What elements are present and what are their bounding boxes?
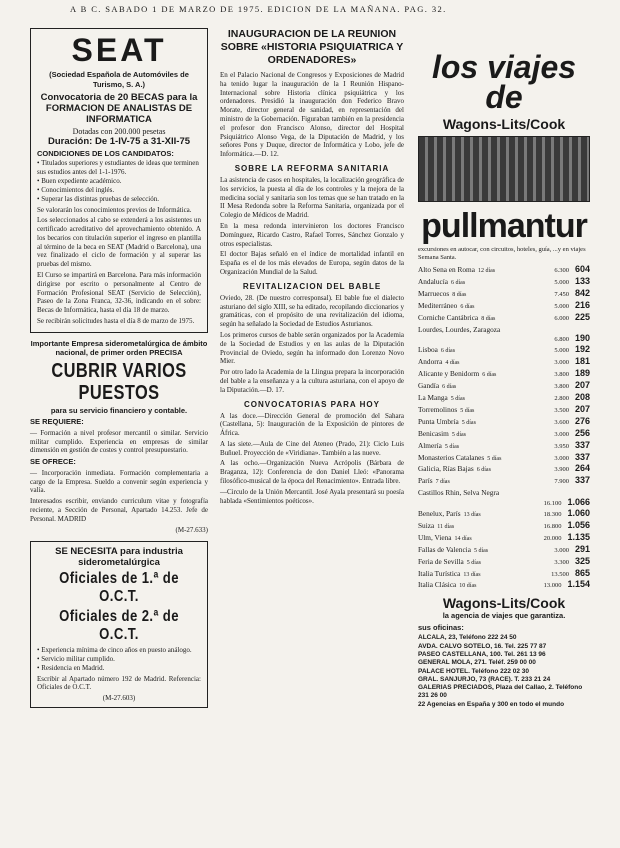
trip-row (418, 313, 590, 325)
trip-number: 865 (574, 567, 590, 578)
ad-cubrir-puestos (30, 339, 208, 535)
pullmantur-logo: pullmantur (421, 207, 587, 245)
trip-price: 3.900 (554, 466, 569, 474)
section-bable: REVITALIZACION DEL BABLE (242, 281, 382, 291)
trip-number: 189 (574, 368, 590, 379)
trip-name: Ulm, Viena (418, 532, 452, 542)
trip-number: 192 (574, 344, 590, 355)
trip-days: 13 días (463, 571, 481, 578)
trip-name: Italia Clásica (418, 580, 457, 590)
trip-days: 6 días (460, 303, 475, 310)
trip-number: 1.154 (567, 579, 590, 590)
section-reforma: SOBRE LA REFORMA SANITARIA (234, 163, 390, 173)
trip-row (418, 393, 590, 405)
trip-row (418, 533, 590, 545)
trip-name: Feria de Sevilla (418, 556, 464, 566)
ad2-req: — Formación a nivel profesor mercantil o similar. Servicio militar cumplido. Experiencia en empresas de similar dimensión en gestión de costes y control presupuestario. (30, 428, 208, 455)
office-address: GENERAL MOLA, 271. Teléf. 259 00 00 (418, 659, 536, 667)
trip-row (418, 521, 590, 533)
trip-days: 8 días (481, 315, 496, 322)
section-convocatorias: CONVOCATORIAS PARA HOY (244, 399, 380, 409)
article-p6: Los primeros cursos de bable serán organizados por la Academia de la Sociedad de Estudios y en las aulas de la Diputación Provincial de Oviedo, según ha informado don Lorenzo Novo Mier. (220, 330, 404, 366)
trip-row (418, 464, 590, 476)
page-header: A B C. SABADO 1 DE MARZO DE 1975. EDICION DE LA MAÑANA. PAG. 32. (70, 4, 447, 14)
wagons-logo-2: Wagons-Lits/Cook (442, 595, 566, 612)
trip-price: 5.000 (554, 278, 569, 286)
trip-row (418, 334, 590, 345)
trip-name: Benicasim (418, 428, 449, 438)
trip-days: 5 días (461, 419, 476, 426)
wagons-logo: Wagons-Lits/Cook (442, 116, 566, 132)
seat-duracion: Duración: De 1-IV-75 a 31-XII-75 (47, 136, 191, 147)
trip-number: 1.066 (567, 497, 590, 508)
trip-row (418, 369, 590, 381)
article-p5: Oviedo, 28. (De nuestro corresponsal). El bable fue el dialecto asturiano del siglo XIII, se ha editado, recopilando diccionarios y gramáticas, con el propósito de una revitalización del idioma, según ha señalado la Sociedad de Estudios Asturianos. (220, 293, 404, 329)
trip-number: 1.135 (567, 531, 590, 542)
trip-number: 1.060 (567, 508, 590, 519)
trip-price: 5.000 (554, 347, 569, 355)
trip-price: 3.000 (554, 430, 569, 438)
ad2-intro: Importante Empresa siderometalúrgica de ámbito nacional, de primer orden PRECISA (30, 338, 208, 358)
trip-price: 18.300 (543, 511, 562, 519)
trip-price: 7.450 (554, 290, 569, 298)
trip-price: 3.000 (554, 546, 569, 554)
seat-cond-4: • Superar las distintas pruebas de selección. (37, 194, 159, 203)
ad3-req-3: • Residencia en Madrid. (37, 663, 105, 672)
article-p4: El doctor Bajas señaló en el índice de mortalidad infantil en España es el de los más elevados de Europa, según datos de la Organización Mundial de la Salud. (220, 250, 404, 276)
wagons-slogan: la agencia de viajes que garantiza. (442, 611, 566, 621)
trip-name: Lisboa (418, 345, 438, 355)
column-right (418, 49, 590, 709)
trip-price: 3.000 (554, 359, 569, 367)
trip-price: 3.500 (554, 406, 569, 414)
trip-name: La Manga (418, 392, 448, 402)
article-p2: La asistencia de casos en hospitales, la localización geográfica de los servicios, la puesta al día de los controles y la mejora de la medicina social y sanitaria son los temas que se han tratado en la II Mesa Redonda sobre la Reforma Sanitaria, organizada por el Colegio de Médicos de Madrid. (220, 175, 404, 220)
event-1: A las doce.—Dirección General de promoción del Sahara (Castellana, 5): Inauguración de la Exposición de pintores de África. (220, 411, 404, 438)
trip-row (418, 417, 590, 429)
ad3-big2: Oficiales de 2.ª de O.C.T. (59, 607, 179, 643)
trip-price: 16.800 (543, 522, 562, 530)
trip-days: 5 días (444, 443, 460, 450)
office-address: PALACE HOTEL. Teléfono 222 02 30 (418, 667, 530, 675)
trip-name: Marruecos (418, 288, 450, 298)
trip-name: Andalucía (418, 276, 448, 286)
trip-days: 6 días (451, 279, 466, 286)
trip-row (418, 265, 590, 277)
office-address: 22 Agencias en España y 300 en todo el mundo (418, 700, 565, 708)
trip-name: Lourdes, Lourdes, Zaragoza (418, 324, 501, 334)
trip-number: 208 (574, 391, 590, 402)
article-title: INAUGURACION DE LA REUNION SOBRE «HISTORIA PSIQUIATRICA Y ORDENADORES» (220, 28, 404, 66)
address-list (418, 634, 590, 709)
ad3-req-2: • Servicio militar cumplido. (37, 654, 115, 663)
trip-days: 7 días (435, 479, 450, 486)
train-image (418, 136, 590, 202)
trip-days: 5 días (473, 547, 489, 554)
trip-price: 3.000 (554, 454, 569, 462)
trip-row (418, 498, 590, 509)
office-address: ALCALA, 23, Teléfono 222 24 50 (418, 634, 517, 642)
seat-dotadas: Dotadas con 200.000 pesetas (72, 127, 166, 136)
trip-price: 7.900 (554, 478, 569, 486)
ad2-off-title: SE OFRECE: (30, 457, 76, 467)
trip-days: 6 días (476, 467, 491, 474)
ad2-big: CUBRIR VARIOS PUESTOS (51, 359, 187, 404)
trip-number: 604 (574, 264, 590, 274)
event-3: A las ocho.—Organización Nueva Acrópolis (Bárbara de Braganza, 12): Conferencia de don Daniel Lleó: «Panorama filosófico-musical de la época del Renacimiento». Entrada libre. (220, 459, 404, 486)
trip-days: 5 días (451, 431, 466, 438)
ad3-title: SE NECESITA para industria siderometalúrgica (55, 545, 183, 568)
trip-days: 5 días (487, 455, 502, 462)
ad3-big1: Oficiales de 1.ª de O.C.T. (59, 569, 179, 605)
ad2-ref: (M-27.633) (175, 525, 208, 534)
trip-number: 264 (574, 463, 590, 474)
seat-ad (30, 28, 208, 333)
pullmantur-sub: excursiones en autocar, con circuitos, hoteles, guía, ...y en viajes Semana Santa. (418, 246, 586, 261)
trip-price: 2.800 (554, 394, 569, 402)
trip-days: 6 días (482, 372, 497, 379)
seat-p3: El Curso se impartirá en Barcelona. Para más información dirigirse por escrito o personalmente al Centro de Formación Profesional SEAT (Servicio de Selección), Paseo de la Zona Franca, 32-36, indicando en el sobre: Becas de Informática, hasta el día 18 de marzo. (37, 271, 201, 315)
trip-number: 337 (574, 451, 590, 462)
ad3-ref: (M-27.603) (102, 694, 136, 703)
trip-number: 842 (574, 287, 590, 298)
seat-cond-3: • Conocimientos del inglés. (37, 185, 115, 194)
trip-days: 14 días (454, 535, 472, 542)
trip-price: 5.000 (554, 302, 569, 310)
trip-number: 337 (574, 439, 590, 450)
office-address: GRAL. SANJURJO, 73 (RACE). T. 233 21 24 (418, 675, 551, 683)
column-left (30, 28, 208, 708)
trip-days: 13 días (463, 512, 481, 519)
trip-row (418, 289, 590, 301)
trip-row (418, 345, 590, 357)
trip-days: 6 días (442, 384, 457, 391)
seat-p4: Se recibirán solicitudes hasta el día 8 de marzo de 1975. (37, 317, 195, 326)
trip-number: 133 (574, 275, 590, 286)
trip-row (418, 453, 590, 465)
trip-number: 216 (574, 299, 590, 310)
trip-name: Torremolinos (418, 404, 458, 414)
trip-price: 6.000 (554, 314, 569, 322)
trip-price: 13.000 (543, 582, 562, 590)
trip-number: 325 (574, 555, 590, 566)
trip-number: 207 (574, 380, 590, 391)
trip-row (418, 545, 590, 557)
trip-price: 3.950 (554, 442, 569, 450)
column-middle (220, 28, 404, 507)
trip-name: Alto Sena en Roma (418, 265, 475, 274)
ad2-contact: Interesados escribir, enviando curriculum vitae y fotografía reciente, a Sección de Personal, Apartado 14.253. Jefe de Personal. MADRID (30, 497, 208, 523)
trip-number: 276 (574, 415, 590, 426)
ad3-contact: Escribir al Apartado número 192 de Madrid. Referencia: Oficiales de O.C.T. (37, 674, 201, 692)
trip-name: Alicante y Benidorm (418, 369, 480, 379)
ad2-off: — Incorporación inmediata. Formación complementaria a cargo de la Empresa. Sueldo a convenir según experiencia y valía. (30, 468, 208, 495)
trip-name: Monasterios Catalanes (418, 452, 485, 462)
trip-row (418, 580, 590, 592)
trip-name: Benelux, París (418, 509, 461, 519)
trip-list (418, 265, 590, 592)
office-address: AVDA. CALVO SOTELO, 16. Tel. 225 77 87 (418, 642, 547, 650)
trip-days: 5 días (460, 407, 475, 414)
trip-days: 4 días (445, 360, 460, 367)
trip-days: 5 días (466, 559, 481, 566)
trip-row (418, 488, 590, 498)
trip-price: 16.100 (543, 500, 562, 508)
trip-price: 3.800 (554, 371, 569, 379)
trip-name: Castillos Rhin, Selva Negra (418, 488, 500, 498)
seat-p2: Los seleccionados al cabo se extenderá a los asistentes un certificado acreditativo del aprovechamiento obtenido. A los becarios con titulación superior el ingreso en plantilla al término de la beca en SEAT (Madrid o Barcelona), una vez finalizado el ciclo de formación y al superar las pruebas del mismo. (37, 216, 201, 269)
trip-number: 181 (574, 356, 590, 367)
office-address: PASEO CASTELLANA, 100. Tel. 261 13 96 (418, 650, 546, 658)
trip-price: 20.000 (543, 534, 562, 542)
seat-cond-title: CONDICIONES DE LOS CANDIDATOS: (37, 149, 174, 158)
trip-name: Italia Turística (418, 568, 461, 578)
seat-p1: Se valorarán los conocimientos previos de Informática. (37, 205, 192, 214)
seat-cond-2: • Buen expediente académico. (37, 176, 122, 185)
trip-row (418, 476, 590, 488)
trip-name: París (418, 476, 433, 486)
ad-oficiales (30, 541, 208, 709)
trip-number: 256 (574, 427, 590, 438)
trip-days: 11 días (437, 523, 455, 530)
ad3-req-1: • Experiencia mínima de cinco años en puesto análogo. (37, 645, 192, 654)
oficinas-label: sus oficinas: (418, 622, 464, 632)
trip-name: Punta Umbría (418, 416, 459, 426)
trip-name: Fallas de Valencia (418, 544, 471, 554)
article-p7: Por otro lado la Academia de la Llingua prepara la incorporación del bable a la enseñanza y a la cultura asturiana, con el apoyo de la Diputación.—D. 17. (220, 368, 404, 394)
ad2-sub: para su servicio financiero y contable. (50, 405, 188, 415)
trip-days: 8 días (452, 291, 467, 298)
trip-row (418, 357, 590, 369)
trip-row (418, 441, 590, 453)
trip-row (418, 569, 590, 581)
trip-price: 13.500 (551, 570, 569, 578)
trip-row (418, 301, 590, 313)
article-p1: En el Palacio Nacional de Congresos y Exposiciones de Madrid ha tenido lugar la inauguración de la I Reunión Hispano-Internacional sobre Historia clínica psiquiátrica y los ordenadores. Presidió la inauguración don Federico Bravo Morate, director general de sanidad, en representación del ministro de la Gobernación. Figuraban también en la presidencia el profesor don Francisco Alonso, director del Hospital Psiquiátrico Alonso Vega, de la Diputación de Madrid, y los señores Pons y Duque, director de Informática y Lobo, jefe de Informática.—D. 12. (220, 71, 404, 159)
trip-name: Corniche Cantábrica (418, 312, 479, 322)
trip-row (418, 405, 590, 417)
trip-price: 3.300 (554, 558, 569, 566)
trip-row (418, 325, 590, 335)
trip-row (418, 509, 590, 521)
seat-brand: SEAT (71, 32, 167, 68)
article-p3: En la mesa redonda intervinieron los doctores Francisco Domínguez, Ricardo Castro, Rafael Torres, Sánchez Gonzalo y otros especialistas. (220, 221, 404, 248)
trip-row (418, 381, 590, 393)
trip-name: Gandía (418, 381, 440, 391)
trip-row (418, 429, 590, 441)
trip-number: 337 (574, 475, 590, 486)
seat-company: (Sociedad Española de Automóviles de Turismo, S. A.) (49, 70, 189, 89)
trip-number: 225 (574, 311, 590, 322)
trip-days: 10 días (459, 583, 477, 590)
trip-number: 291 (574, 543, 590, 554)
seat-cond-1: • Titulados superiores y estudiantes de ideas que terminen sus estudios antes del 1-1-1976. (37, 158, 199, 176)
trip-number: 1.056 (567, 519, 590, 530)
trip-days: 5 días (450, 395, 465, 402)
trip-number: 207 (574, 403, 590, 414)
trip-name: Mediterráneo (418, 300, 458, 310)
trip-row (418, 557, 590, 569)
trip-name: Suiza (418, 520, 435, 530)
event-2: A las siete.—Aula de Cine del Ateneo (Prado, 21): Ciclo Luis Buñuel. Proyección de «Viridiana». También a las nueve. (220, 439, 404, 457)
office-address: GALERIAS PRECIADOS, Plaza del Callao, 2. Teléfono 231 26 00 (418, 684, 583, 700)
trip-price: 6.800 (554, 336, 569, 344)
trip-name: Almería (418, 440, 442, 450)
los-viajes-logo: los viajes de (431, 49, 577, 115)
trip-row (418, 277, 590, 289)
trip-days: 6 días (440, 348, 456, 355)
trip-name: Galicia, Rías Bajas (418, 464, 474, 474)
trip-days: 12 días (477, 268, 496, 274)
trip-price: 3.600 (554, 418, 569, 426)
trip-name: Andorra (418, 357, 443, 367)
trip-price: 3.800 (554, 383, 569, 391)
trip-price: 6.300 (554, 267, 569, 274)
seat-call: Convocatoria de 20 BECAS para la FORMACION DE ANALISTAS DE INFORMATICA (40, 92, 198, 125)
trip-number: 190 (574, 333, 590, 344)
ad2-req-title: SE REQUIERE: (30, 417, 84, 427)
event-4: —Circulo de la Unión Mercantil. José Ayala presentará su poesía hablada «Sentimientos poéticos». (220, 487, 404, 505)
